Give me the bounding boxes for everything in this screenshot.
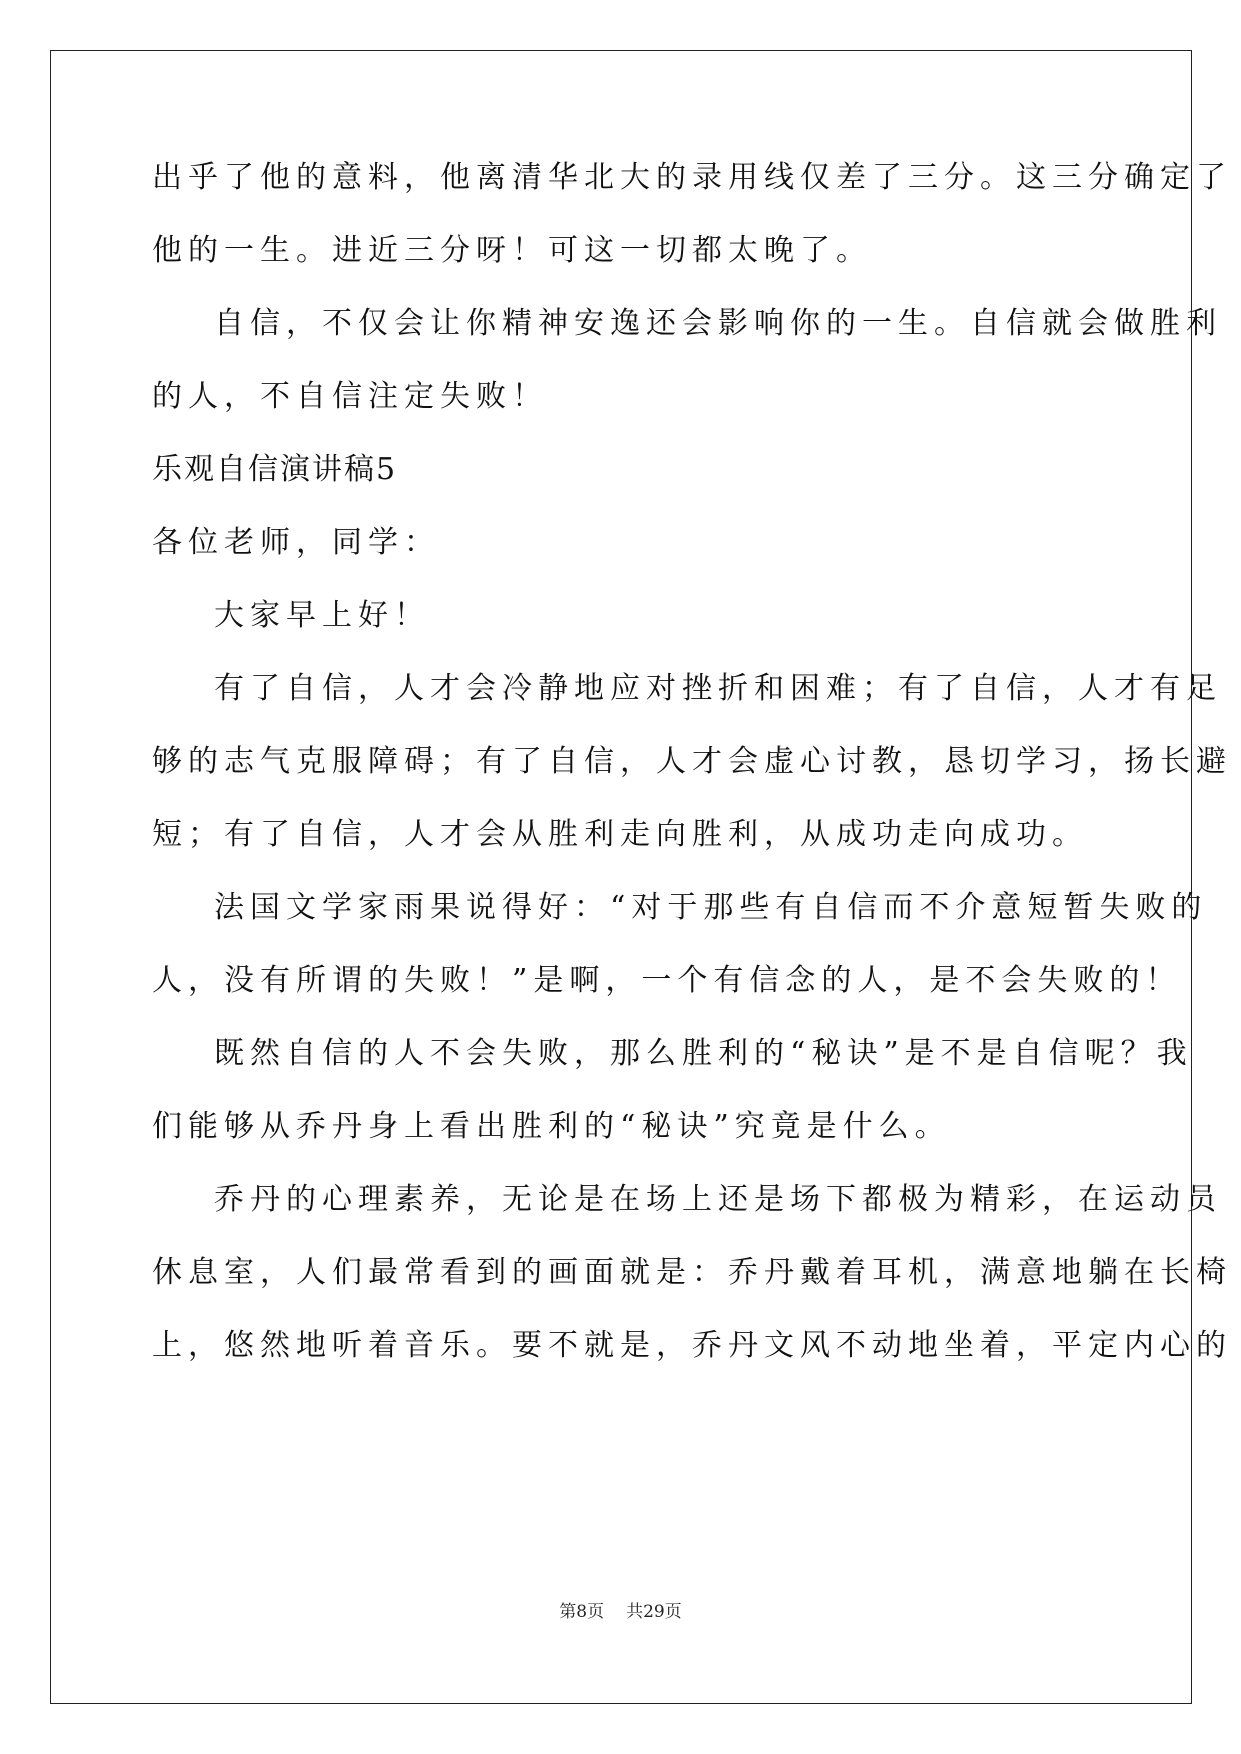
paragraph-line: 的人，不自信注定失败！	[152, 379, 548, 414]
paragraph-line: 既然自信的人不会失败，那么胜利的“秘诀”是不是自信呢？我	[214, 1036, 1193, 1071]
paragraph-line: 们能够从乔丹身上看出胜利的“秘诀”究竟是什么。	[152, 1109, 951, 1144]
paragraph-line: 自信，不仅会让你精神安逸还会影响你的一生。自信就会做胜利	[214, 306, 1222, 341]
paragraph-line: 上，悠然地听着音乐。要不就是，乔丹文风不动地坐着，平定内心的	[152, 1328, 1232, 1363]
page-number: 第8页	[559, 1602, 605, 1622]
page-border	[50, 50, 1192, 1704]
paragraph-line: 短；有了自信，人才会从胜利走向胜利，从成功走向成功。	[152, 817, 1088, 852]
paragraph-line: 够的志气克服障碍；有了自信，人才会虚心讨教，恳切学习，扬长避	[152, 744, 1232, 779]
greeting: 大家早上好！	[214, 598, 430, 633]
paragraph-line: 出乎了他的意料，他离清华北大的录用线仅差了三分。这三分确定了	[152, 160, 1232, 195]
paragraph-line: 有了自信，人才会冷静地应对挫折和困难；有了自信，人才有足	[214, 671, 1222, 706]
salutation: 各位老师，同学：	[152, 525, 440, 560]
paragraph-line: 休息室，人们最常看到的画面就是：乔丹戴着耳机，满意地躺在长椅	[152, 1255, 1232, 1290]
paragraph-line: 他的一生。进近三分呀！可这一切都太晚了。	[152, 233, 872, 268]
paragraph-line: 法国文学家雨果说得好：“对于那些有自信而不介意短暂失败的	[214, 890, 1208, 925]
paragraph-line: 人，没有所谓的失败！”是啊，一个有信念的人，是不会失败的！	[152, 963, 1182, 998]
section-heading: 乐观自信演讲稿5	[152, 452, 398, 487]
paragraph-line: 乔丹的心理素养，无论是在场上还是场下都极为精彩，在运动员	[214, 1182, 1222, 1217]
total-pages: 共29页	[626, 1602, 682, 1622]
page-footer	[0, 1601, 1241, 1623]
